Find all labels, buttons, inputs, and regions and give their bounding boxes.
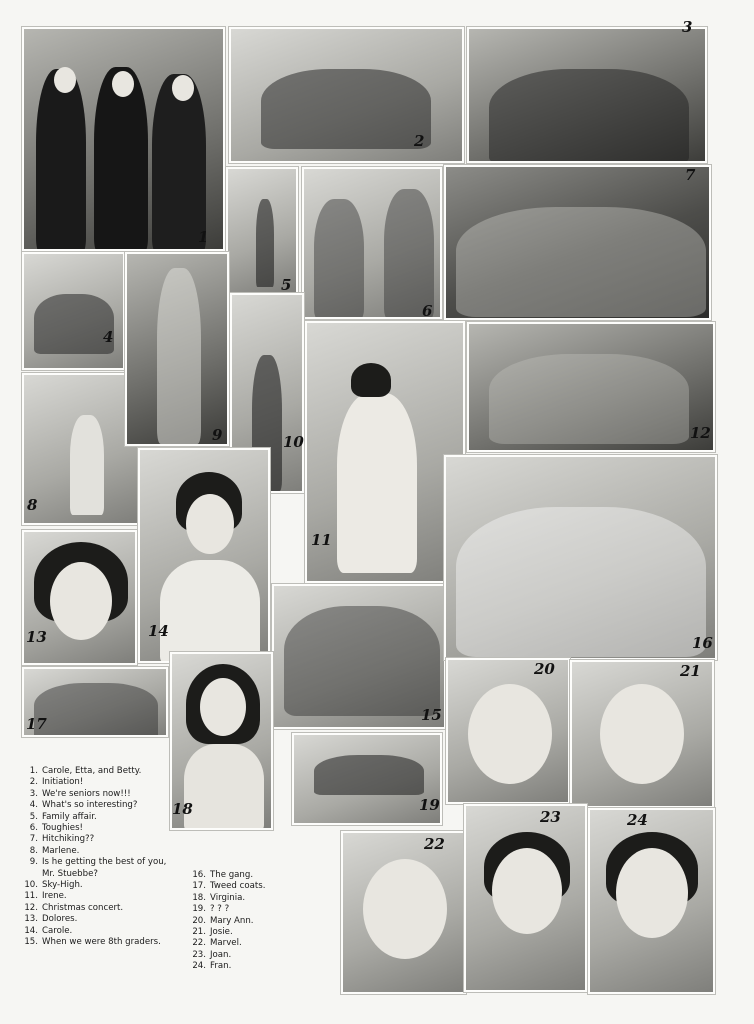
caption-list-left xyxy=(22,766,170,949)
photo-number-15: 15 xyxy=(421,706,442,724)
caption-item: 4. What's so interesting? xyxy=(29,800,138,811)
photo-number-14: 14 xyxy=(148,622,169,640)
photo-number-24: 24 xyxy=(627,811,648,829)
photo-12 xyxy=(467,322,715,452)
photo-number-8: 8 xyxy=(27,496,38,514)
photo-24 xyxy=(588,808,715,994)
caption-item: 13. Dolores. xyxy=(24,914,78,925)
caption-item: 20. Mary Ann. xyxy=(192,915,254,926)
photo-1 xyxy=(22,27,225,251)
photo-number-1: 1 xyxy=(198,228,209,246)
caption-item: 7. Hitchiking?? xyxy=(29,834,95,845)
photo-number-6: 6 xyxy=(422,302,433,320)
photo-number-12: 12 xyxy=(690,424,711,442)
photo-8 xyxy=(22,373,140,525)
photo-number-18: 18 xyxy=(172,800,193,818)
photo-number-9: 9 xyxy=(212,426,223,444)
caption-item: 11. Irene. xyxy=(24,891,67,902)
caption-item: 6. Toughies! xyxy=(29,823,83,834)
photo-number-3: 3 xyxy=(682,18,693,36)
photo-number-20: 20 xyxy=(534,660,555,678)
photo-number-23: 23 xyxy=(540,808,561,826)
caption-item: 9. Is he getting the best of you, Mr. Stuebbe? xyxy=(29,857,167,879)
photo-number-2: 2 xyxy=(414,132,425,150)
photo-5 xyxy=(226,167,298,294)
caption-item: 1. Carole, Etta, and Betty. xyxy=(29,766,142,776)
caption-item: 21. Josie. xyxy=(192,927,233,938)
photo-20 xyxy=(446,658,570,804)
photo-number-19: 19 xyxy=(419,796,440,814)
caption-item: 24. Fran. xyxy=(192,961,232,972)
photo-22 xyxy=(341,831,466,994)
photo-9 xyxy=(125,252,229,446)
photo-2 xyxy=(229,27,464,163)
caption-item: 14. Carole. xyxy=(24,925,73,936)
caption-item: 3. We're seniors now!!! xyxy=(29,788,131,799)
photo-number-22: 22 xyxy=(424,835,445,853)
photo-3 xyxy=(467,27,707,163)
photo-number-7: 7 xyxy=(685,166,696,184)
photo-number-21: 21 xyxy=(680,662,701,680)
caption-item: 12. Christmas concert. xyxy=(24,902,124,913)
caption-item: 15. When we were 8th graders. xyxy=(24,937,161,948)
caption-item: 16. The gang. xyxy=(192,870,254,880)
photo-number-10: 10 xyxy=(283,433,304,451)
caption-item: 23. Joan. xyxy=(192,949,232,960)
photo-23 xyxy=(464,804,587,992)
caption-item: 2. Initiation! xyxy=(29,777,84,788)
photo-number-11: 11 xyxy=(311,531,332,549)
photo-number-16: 16 xyxy=(692,634,713,652)
caption-list-right xyxy=(190,870,330,973)
photo-6 xyxy=(302,167,442,319)
caption-item: 5. Family affair. xyxy=(29,811,97,822)
caption-item: 22. Marvel. xyxy=(192,938,242,949)
photo-21 xyxy=(570,660,714,808)
photo-4 xyxy=(22,252,125,370)
photo-number-13: 13 xyxy=(26,628,47,646)
caption-item: 18. Virginia. xyxy=(192,892,246,903)
photo-16 xyxy=(444,455,717,660)
photo-number-17: 17 xyxy=(26,715,47,733)
caption-item: 19. ? ? ? xyxy=(192,904,230,915)
photo-15 xyxy=(272,584,446,729)
caption-item: 17. Tweed coats. xyxy=(192,881,266,892)
photo-number-5: 5 xyxy=(281,276,292,294)
photo-number-4: 4 xyxy=(103,328,114,346)
caption-item: 10. Sky-High. xyxy=(24,880,83,891)
photo-7 xyxy=(444,165,711,320)
caption-item: 8. Marlene. xyxy=(29,845,80,856)
